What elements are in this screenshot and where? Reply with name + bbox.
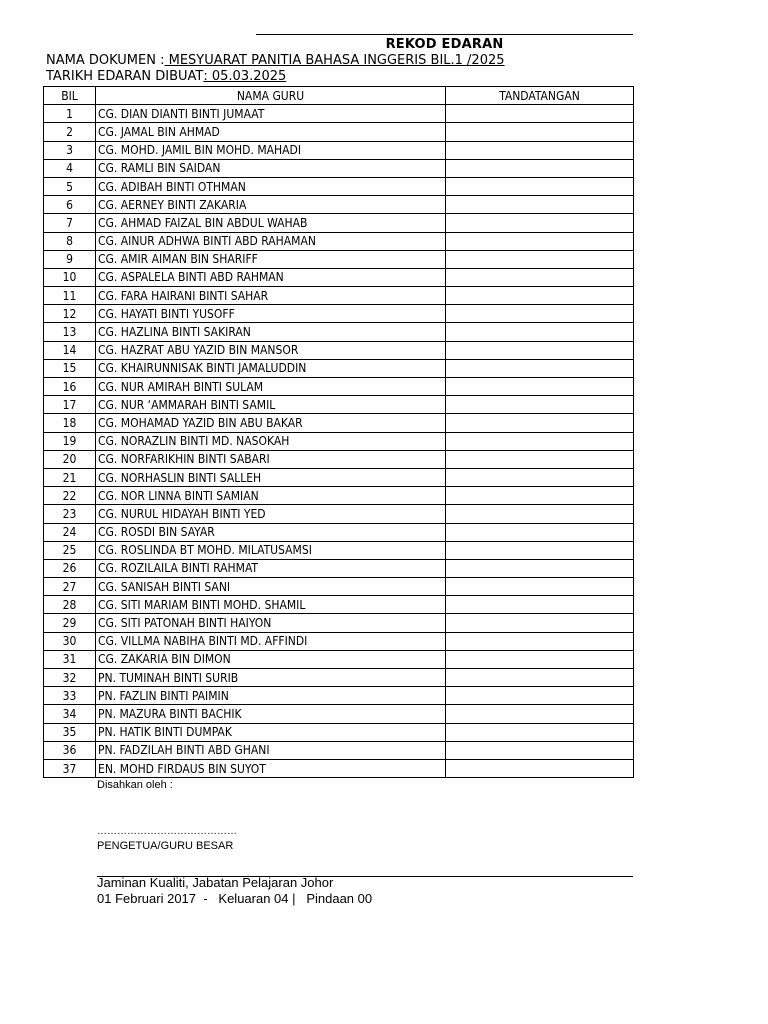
column-header-signature: TANDATANGAN [446, 87, 634, 105]
circulation-date-value: : 05.03.2025 [203, 69, 287, 84]
row-number: 33 [44, 687, 96, 705]
table-row [44, 268, 634, 286]
teacher-name: PN. FADZILAH BINTI ABD GHANI [96, 741, 446, 759]
table-row [44, 396, 634, 414]
teacher-name: CG. ROSLINDA BT MOHD. MILATUSAMSI [96, 541, 446, 559]
table-row [44, 414, 634, 432]
teacher-name: CG. SITI MARIAM BINTI MOHD. SHAMIL [96, 596, 446, 614]
row-number: 2 [44, 123, 96, 141]
circulation-date-label: TARIKH EDARAN DIBUAT [46, 69, 204, 84]
teacher-name: CG. ROZILAILA BINTI RAHMAT [96, 559, 446, 577]
signature-cell[interactable] [446, 123, 634, 141]
signature-cell[interactable] [446, 741, 634, 759]
row-number: 9 [44, 250, 96, 268]
row-number: 25 [44, 541, 96, 559]
row-number: 15 [44, 359, 96, 377]
footer-revision: 01 Februari 2017 - Keluaran 04 | Pindaan 00 [97, 891, 373, 906]
table-row [44, 723, 634, 741]
circulation-date-line [46, 69, 286, 85]
teacher-roster-table [43, 86, 634, 778]
row-number: 13 [44, 323, 96, 341]
signature-cell[interactable] [446, 650, 634, 668]
signature-cell[interactable] [446, 523, 634, 541]
document-name-value: MESYUARAT PANITIA BAHASA INGGERIS BIL.1 /2025 [164, 53, 505, 68]
document-name-label: NAMA DOKUMEN : [46, 53, 165, 68]
row-number: 18 [44, 414, 96, 432]
signature-cell[interactable] [446, 450, 634, 468]
table-row [44, 105, 634, 123]
signer-title: PENGETUA/GURU BESAR [97, 840, 234, 852]
signature-cell[interactable] [446, 232, 634, 250]
teacher-name: CG. SANISAH BINTI SANI [96, 578, 446, 596]
page-title: REKOD EDARAN [385, 37, 504, 52]
table-row [44, 214, 634, 232]
signature-cell[interactable] [446, 759, 634, 777]
signature-cell[interactable] [446, 159, 634, 177]
teacher-name: CG. MOHD. JAMIL BIN MOHD. MAHADI [96, 141, 446, 159]
signature-cell[interactable] [446, 541, 634, 559]
table-row [44, 650, 634, 668]
signature-cell[interactable] [446, 341, 634, 359]
table-row [44, 359, 634, 377]
row-number: 3 [44, 141, 96, 159]
signature-cell[interactable] [446, 596, 634, 614]
table-row [44, 159, 634, 177]
row-number: 29 [44, 614, 96, 632]
table-row [44, 250, 634, 268]
teacher-name: CG. VILLMA NABIHA BINTI MD. AFFINDI [96, 632, 446, 650]
teacher-name: CG. ASPALELA BINTI ABD RAHMAN [96, 268, 446, 286]
row-number: 6 [44, 196, 96, 214]
teacher-name: CG. NORHASLIN BINTI SALLEH [96, 468, 446, 486]
row-number: 5 [44, 177, 96, 195]
signature-cell[interactable] [446, 669, 634, 687]
footer-organization: Jaminan Kualiti, Jabatan Pelajaran Johor [97, 875, 334, 890]
signature-cell[interactable] [446, 287, 634, 305]
signature-cell[interactable] [446, 323, 634, 341]
table-row [44, 378, 634, 396]
signature-cell[interactable] [446, 396, 634, 414]
teacher-name: CG. AMIR AIMAN BIN SHARIFF [96, 250, 446, 268]
signature-cell[interactable] [446, 105, 634, 123]
table-row [44, 705, 634, 723]
teacher-name: CG. AERNEY BINTI ZAKARIA [96, 196, 446, 214]
table-row [44, 687, 634, 705]
teacher-name: PN. TUMINAH BINTI SURIB [96, 669, 446, 687]
teacher-name: CG. ZAKARIA BIN DIMON [96, 650, 446, 668]
teacher-name: EN. MOHD FIRDAUS BIN SUYOT [96, 759, 446, 777]
teacher-name: CG. NUR ‘AMMARAH BINTI SAMIL [96, 396, 446, 414]
teacher-name: CG. SITI PATONAH BINTI HAIYON [96, 614, 446, 632]
table-row [44, 177, 634, 195]
row-number: 17 [44, 396, 96, 414]
table-row [44, 541, 634, 559]
signature-cell[interactable] [446, 378, 634, 396]
teacher-name: CG. NURUL HIDAYAH BINTI YED [96, 505, 446, 523]
table-row [44, 468, 634, 486]
table-row [44, 578, 634, 596]
column-header-teacher-name: NAMA GURU [96, 87, 446, 105]
row-number: 36 [44, 741, 96, 759]
signature-cell[interactable] [446, 687, 634, 705]
table-row [44, 669, 634, 687]
table-row [44, 323, 634, 341]
table-header-row [44, 87, 634, 105]
row-number: 19 [44, 432, 96, 450]
table-row [44, 141, 634, 159]
row-number: 34 [44, 705, 96, 723]
signature-cell[interactable] [446, 632, 634, 650]
signature-cell[interactable] [446, 196, 634, 214]
document-name-line [46, 53, 505, 69]
table-row [44, 632, 634, 650]
row-number: 32 [44, 669, 96, 687]
approved-by-label: Disahkan oleh : [97, 779, 173, 791]
signature-cell[interactable] [446, 214, 634, 232]
row-number: 28 [44, 596, 96, 614]
teacher-name: CG. HAZRAT ABU YAZID BIN MANSOR [96, 341, 446, 359]
signature-cell[interactable] [446, 250, 634, 268]
signature-cell[interactable] [446, 578, 634, 596]
teacher-name: CG. AINUR ADHWA BINTI ABD RAHAMAN [96, 232, 446, 250]
row-number: 20 [44, 450, 96, 468]
row-number: 27 [44, 578, 96, 596]
signature-cell[interactable] [446, 305, 634, 323]
table-row [44, 432, 634, 450]
top-rule [256, 34, 633, 35]
row-number: 31 [44, 650, 96, 668]
table-row [44, 759, 634, 777]
table-row [44, 487, 634, 505]
teacher-name: CG. NOR LINNA BINTI SAMIAN [96, 487, 446, 505]
signature-cell[interactable] [446, 432, 634, 450]
teacher-name: PN. FAZLIN BINTI PAIMIN [96, 687, 446, 705]
row-number: 22 [44, 487, 96, 505]
signature-cell[interactable] [446, 268, 634, 286]
row-number: 4 [44, 159, 96, 177]
row-number: 11 [44, 287, 96, 305]
signature-cell[interactable] [446, 487, 634, 505]
signature-cell[interactable] [446, 559, 634, 577]
signature-cell[interactable] [446, 723, 634, 741]
teacher-name: CG. ROSDI BIN SAYAR [96, 523, 446, 541]
signature-cell[interactable] [446, 141, 634, 159]
signature-cell[interactable] [446, 505, 634, 523]
row-number: 24 [44, 523, 96, 541]
signature-cell[interactable] [446, 705, 634, 723]
signature-cell[interactable] [446, 177, 634, 195]
row-number: 37 [44, 759, 96, 777]
teacher-name: CG. MOHAMAD YAZID BIN ABU BAKAR [96, 414, 446, 432]
table-row [44, 505, 634, 523]
teacher-name: CG. NORFARIKHIN BINTI SABARI [96, 450, 446, 468]
table-row [44, 341, 634, 359]
teacher-name: PN. MAZURA BINTI BACHIK [96, 705, 446, 723]
row-number: 1 [44, 105, 96, 123]
row-number: 16 [44, 378, 96, 396]
table-row [44, 123, 634, 141]
table-body [44, 105, 634, 778]
table-row [44, 450, 634, 468]
teacher-name: CG. RAMLI BIN SAIDAN [96, 159, 446, 177]
teacher-name: CG. HAYATI BINTI YUSOFF [96, 305, 446, 323]
row-number: 12 [44, 305, 96, 323]
row-number: 35 [44, 723, 96, 741]
row-number: 21 [44, 468, 96, 486]
signature-cell[interactable] [446, 468, 634, 486]
signature-cell[interactable] [446, 359, 634, 377]
teacher-name: CG. JAMAL BIN AHMAD [96, 123, 446, 141]
table-row [44, 305, 634, 323]
row-number: 10 [44, 268, 96, 286]
row-number: 8 [44, 232, 96, 250]
row-number: 26 [44, 559, 96, 577]
table-row [44, 596, 634, 614]
teacher-name: CG. FARA HAIRANI BINTI SAHAR [96, 287, 446, 305]
signature-line: …………………………………… [97, 826, 237, 837]
teacher-name: PN. HATIK BINTI DUMPAK [96, 723, 446, 741]
table-row [44, 559, 634, 577]
table-row [44, 287, 634, 305]
column-header-bil: BIL [44, 87, 96, 105]
teacher-name: CG. NORAZLIN BINTI MD. NASOKAH [96, 432, 446, 450]
table-row [44, 196, 634, 214]
teacher-name: CG. ADIBAH BINTI OTHMAN [96, 177, 446, 195]
table-row [44, 232, 634, 250]
teacher-name: CG. HAZLINA BINTI SAKIRAN [96, 323, 446, 341]
signature-cell[interactable] [446, 414, 634, 432]
teacher-name: CG. NUR AMIRAH BINTI SULAM [96, 378, 446, 396]
row-number: 23 [44, 505, 96, 523]
row-number: 30 [44, 632, 96, 650]
row-number: 7 [44, 214, 96, 232]
table-row [44, 614, 634, 632]
teacher-name: CG. KHAIRUNNISAK BINTI JAMALUDDIN [96, 359, 446, 377]
row-number: 14 [44, 341, 96, 359]
teacher-name: CG. AHMAD FAIZAL BIN ABDUL WAHAB [96, 214, 446, 232]
table-row [44, 523, 634, 541]
teacher-name: CG. DIAN DIANTI BINTI JUMAAT [96, 105, 446, 123]
table-row [44, 741, 634, 759]
signature-cell[interactable] [446, 614, 634, 632]
